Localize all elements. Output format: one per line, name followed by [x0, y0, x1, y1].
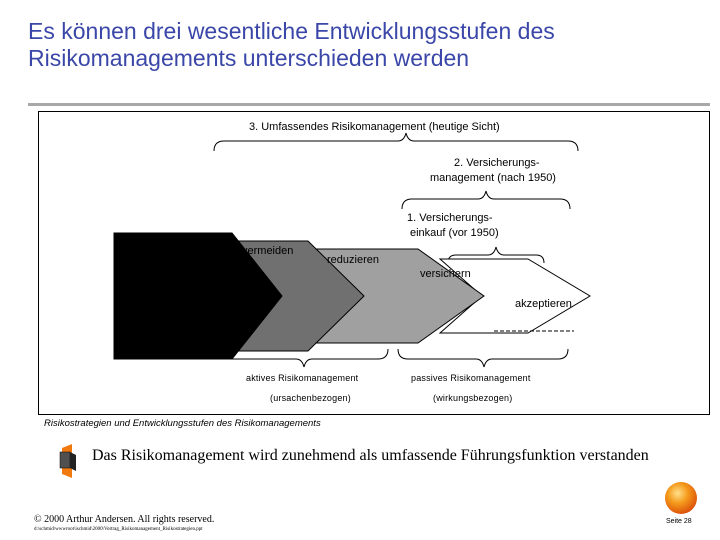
- passive-management-sub: (wirkungsbezogen): [433, 393, 513, 403]
- passive-brace: [398, 349, 568, 367]
- slide-title: Es können drei wesentliche Entwicklungsstufen des Risikomanagements unterschieden werden: [28, 18, 555, 71]
- bullet-icon: [56, 442, 84, 480]
- strategy-vermeiden: vermeiden: [242, 245, 294, 257]
- key-statement: Das Risikomanagement wird zunehmend als umfassende Führungsfunktion verstanden: [92, 447, 649, 464]
- title-divider: [28, 103, 710, 106]
- page-number: Seite 28: [666, 518, 692, 525]
- diagram-caption: Risikostrategien und Entwicklungsstufen des Risikomanagements: [44, 418, 321, 429]
- stage1-label-line2: einkauf (vor 1950): [410, 227, 499, 239]
- stage3-label: 3. Umfassendes Risikomanagement (heutige Sicht): [249, 121, 500, 133]
- copyright-notice: © 2000 Arthur Andersen. All rights reserved.: [34, 514, 215, 525]
- risks-label: Risiken: [152, 279, 205, 296]
- company-logo-icon: [664, 481, 698, 515]
- stage2-label-line1: 2. Versicherungs-: [454, 157, 540, 169]
- strategy-akzeptieren: akzeptieren: [515, 298, 572, 310]
- stage1-label-line1: 1. Versicherungs-: [407, 212, 493, 224]
- passive-management-label: passives Risikomanagement: [411, 373, 531, 383]
- strategy-reduzieren: reduzieren: [327, 254, 379, 266]
- active-management-sub: (ursachenbezogen): [270, 393, 351, 403]
- strategy-versichern: versichern: [420, 268, 471, 280]
- strategy-label: Risikostrategie:: [125, 236, 201, 248]
- active-brace: [220, 349, 388, 367]
- stage3-brace: [214, 133, 578, 151]
- file-path: d:\schmid\wwwroot\ischmid\2000\Vortrag_Risikomanagement_Risikostrategien.ppt: [34, 527, 203, 532]
- active-management-label: aktives Risikomanagement: [246, 373, 359, 383]
- stage2-brace: [402, 191, 570, 209]
- stage2-label-line2: management (nach 1950): [430, 172, 556, 184]
